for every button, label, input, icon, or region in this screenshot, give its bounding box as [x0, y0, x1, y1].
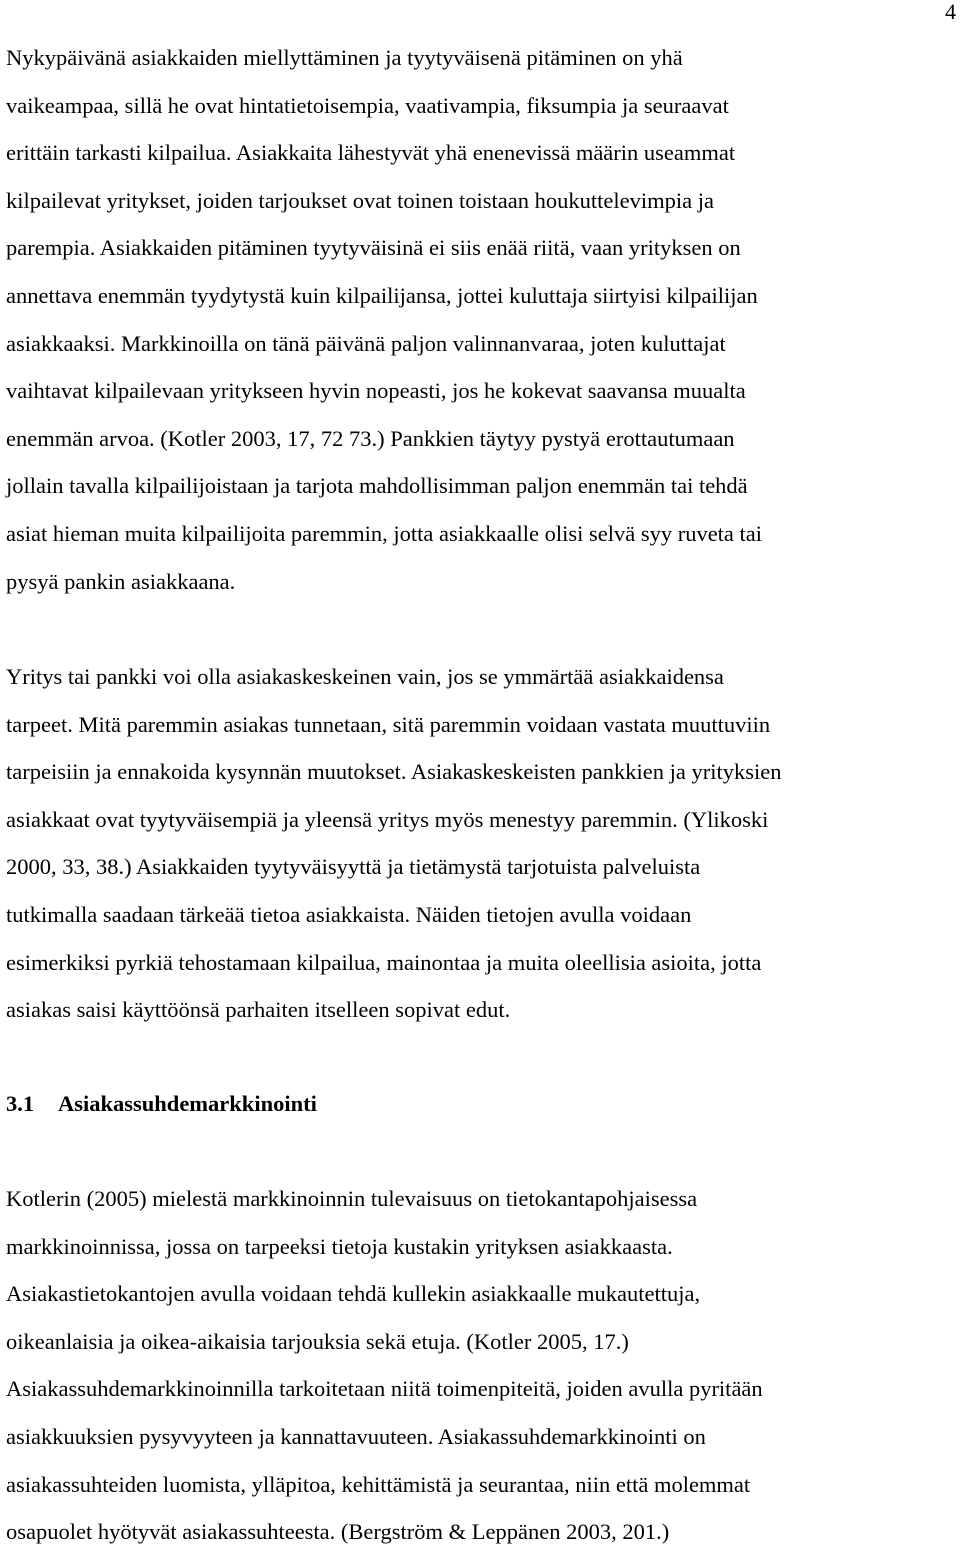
text-line: jollain tavalla kilpailijoistaan ja tarjota mahdollisimman paljon enemmän tai tehdä: [6, 473, 748, 499]
text-line: annettava enemmän tyydytystä kuin kilpailijansa, jottei kuluttaja siirtyisi kilpailijan: [6, 282, 758, 308]
text-line: enemmän arvoa. (Kotler 2003, 17, 72 73.) Pankkien täytyy pystyä erottautumaan: [6, 425, 735, 451]
text-line: parempia. Asiakkaiden pitäminen tyytyväisinä ei siis enää riitä, vaan yrityksen on: [6, 235, 741, 261]
paragraph-relationship-marketing: [6, 1175, 954, 1556]
text-line: 2000, 33, 38.) Asiakkaiden tyytyväisyyttä ja tietämystä tarjotuista palveluista: [6, 854, 701, 880]
page-number: 4: [945, 0, 956, 24]
text-line: vaihtavat kilpailevaan yritykseen hyvin nopeasti, jos he kokevat saavansa muualta: [6, 378, 746, 404]
section-title: Asiakassuhdemarkkinointi: [58, 1091, 317, 1116]
text-line: markkinoinnissa, jossa on tarpeeksi tietoja kustakin yrityksen asiakkaasta.: [6, 1233, 673, 1259]
text-line: Yritys tai pankki voi olla asiakaskeskeinen vain, jos se ymmärtää asiakkaidensa: [6, 664, 724, 689]
text-line: Asiakassuhdemarkkinoinnilla tarkoitetaan niitä toimenpiteitä, joiden avulla pyritään: [6, 1376, 763, 1402]
text-line: tarpeet. Mitä paremmin asiakas tunnetaan, sitä paremmin voidaan vastata muuttuviin: [6, 711, 771, 737]
text-line: tarpeisiin ja ennakoida kysynnän muutokset. Asiakaskeskeisten pankkien ja yrityksien: [6, 759, 782, 785]
text-line: asiakkaat ovat tyytyväisempiä ja yleensä yritys myös menestyy paremmin. (Ylikoski: [6, 806, 769, 832]
text-line: asiakas saisi käyttöönsä parhaiten itselleen sopivat edut.: [6, 997, 511, 1023]
text-line: asiat hieman muita kilpailijoita paremmin, jotta asiakkaalle olisi selvä syy ruveta tai: [6, 520, 763, 546]
text-line: kilpailevat yritykset, joiden tarjoukset ovat toinen toistaan houkuttelevimpia ja: [6, 187, 714, 213]
section-number: 3.1: [6, 1091, 35, 1116]
text-line: asiakkuuksien pysyvyyteen ja kannattavuuteen. Asiakassuhdemarkkinointi on: [6, 1423, 706, 1449]
text-line: esimerkiksi pyrkiä tehostamaan kilpailua, mainontaa ja muita oleellisia asioita, jotta: [6, 949, 762, 975]
text-line: asiakassuhteiden luomista, ylläpitoa, kehittämistä ja seurantaa, niin että molemmat: [6, 1471, 751, 1497]
text-line: vaikeampaa, sillä he ovat hintatietoisempia, vaativampia, fiksumpia ja seuraavat: [6, 92, 729, 118]
text-line: oikeanlaisia ja oikea-aikaisia tarjouksia sekä etuja. (Kotler 2005, 17.): [6, 1328, 629, 1354]
text-line: osapuolet hyötyvät asiakassuhteesta. (Bergström & Leppänen 2003, 201.): [6, 1519, 670, 1545]
text-line: Nykypäivänä asiakkaiden miellyttäminen ja tyytyväisenä pitäminen on yhä: [6, 45, 683, 70]
text-line: erittäin tarkasti kilpailua. Asiakkaita lähestyvät yhä enenevissä määrin useammat: [6, 140, 736, 166]
paragraph-intro: [6, 34, 954, 605]
text-line: asiakkaaksi. Markkinoilla on tänä päivänä paljon valinnanvaraa, joten kuluttajat: [6, 330, 726, 356]
section-heading: [6, 1084, 317, 1124]
text-line: Kotlerin (2005) mielestä markkinoinnin tulevaisuus on tietokantapohjaisessa: [6, 1186, 698, 1211]
text-line: pysyä pankin asiakkaana.: [6, 568, 236, 594]
text-line: Asiakastietokantojen avulla voidaan tehdä kullekin asiakkaalle mukautettuja,: [6, 1281, 701, 1307]
text-line: tutkimalla saadaan tärkeää tietoa asiakkaista. Näiden tietojen avulla voidaan: [6, 901, 692, 927]
paragraph-customer-centric: [6, 653, 954, 1034]
